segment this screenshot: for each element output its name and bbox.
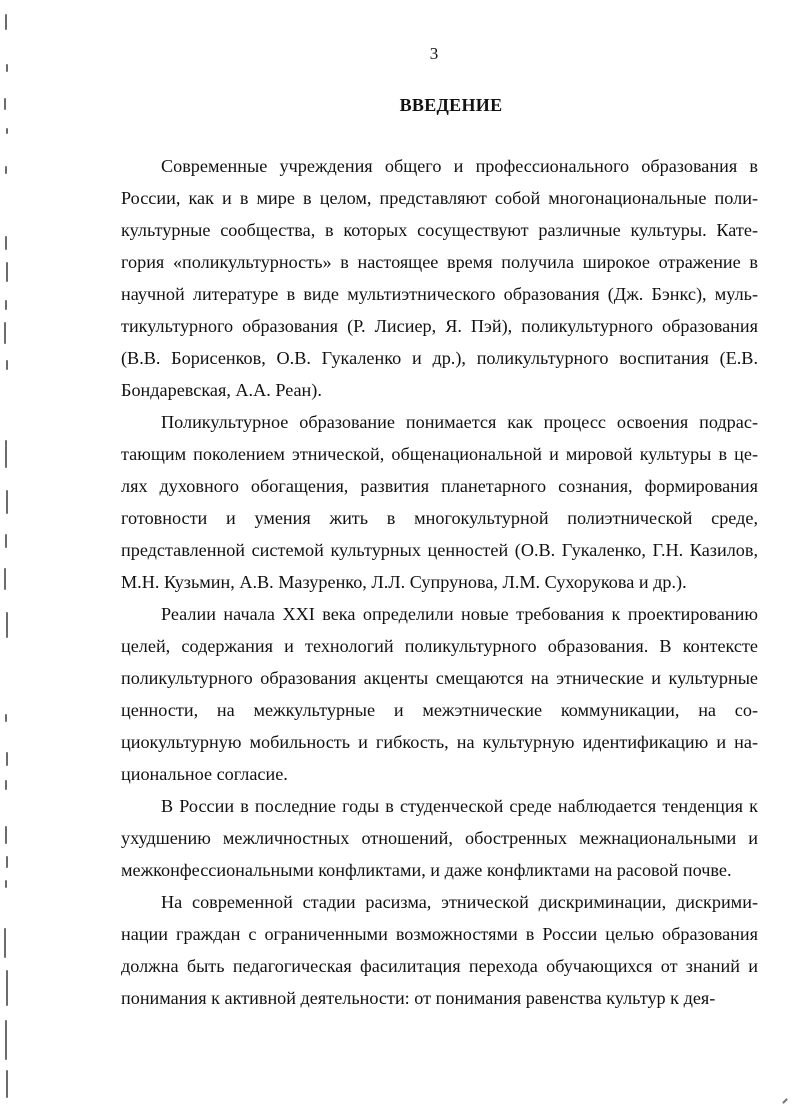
paragraph-5: На современной стадии расизма, этнической дискриминации, дискриминации граждан с ограниченными возможностями в России целью образования должна быть педагогическая фасилитация перехода обучающихся от знаний и понимания к активной деятельности: от понимания равенства культур к дея- xyxy=(121,892,758,1008)
scan-edge-marks xyxy=(3,0,13,1106)
section-heading: ВВЕДЕНИЕ xyxy=(399,95,503,115)
body-text xyxy=(121,150,758,1014)
page-number: 3 xyxy=(429,44,439,63)
paragraph-1: Современные учреждения общего и профессионального образования в России, как и в мире в целом, представляют собой многонациональные поликультурные сообщества, в которых сосуществуют различные культуры. Категория «поликультурность» в настоящее время получила широкое отражение в научной литературе в виде мультиэтнического образования (Дж. Бэнкс), мультикультурного образования (Р. Лисиер, Я. Пэй), поликультурного образования (В.В. Борисенков, О.В. Гукаленко и др.), поликультурного воспитания (Е.В. Бондаревская, А.А. Реан). xyxy=(121,156,758,400)
scan-corner-mark xyxy=(782,1098,788,1104)
paragraph-2: Поликультурное образование понимается как процесс освоения подрастающим поколением этнической, общенациональной и мировой культуры в целях духовного обогащения, развития планетарного сознания, формирования готовности и умения жить в многокультурной полиэтнической среде, представленной системой культурных ценностей (О.В. Гукаленко, Г.Н. Казилов, М.Н. Кузьмин, А.В. Мазуренко, Л.Л. Супрунова, Л.М. Сухорукова и др.). xyxy=(121,412,758,592)
paragraph-4: В России в последние годы в студенческой среде наблюдается тенденция к ухудшению межличностных отношений, обостренных межнациональными и межконфессиональными конфликтами, и даже конфликтами на расовой почве. xyxy=(121,796,758,880)
paragraph-3: Реалии начала XXI века определили новые требования к проектированию целей, содержания и технологий поликультурного образования. В контексте поликультурного образования акценты смещаются на этнические и культурные ценности, на межкультурные и межэтнические коммуникации, на социокультурную мобильность и гибкость, на культурную идентификацию и национальное согласие. xyxy=(121,604,758,784)
